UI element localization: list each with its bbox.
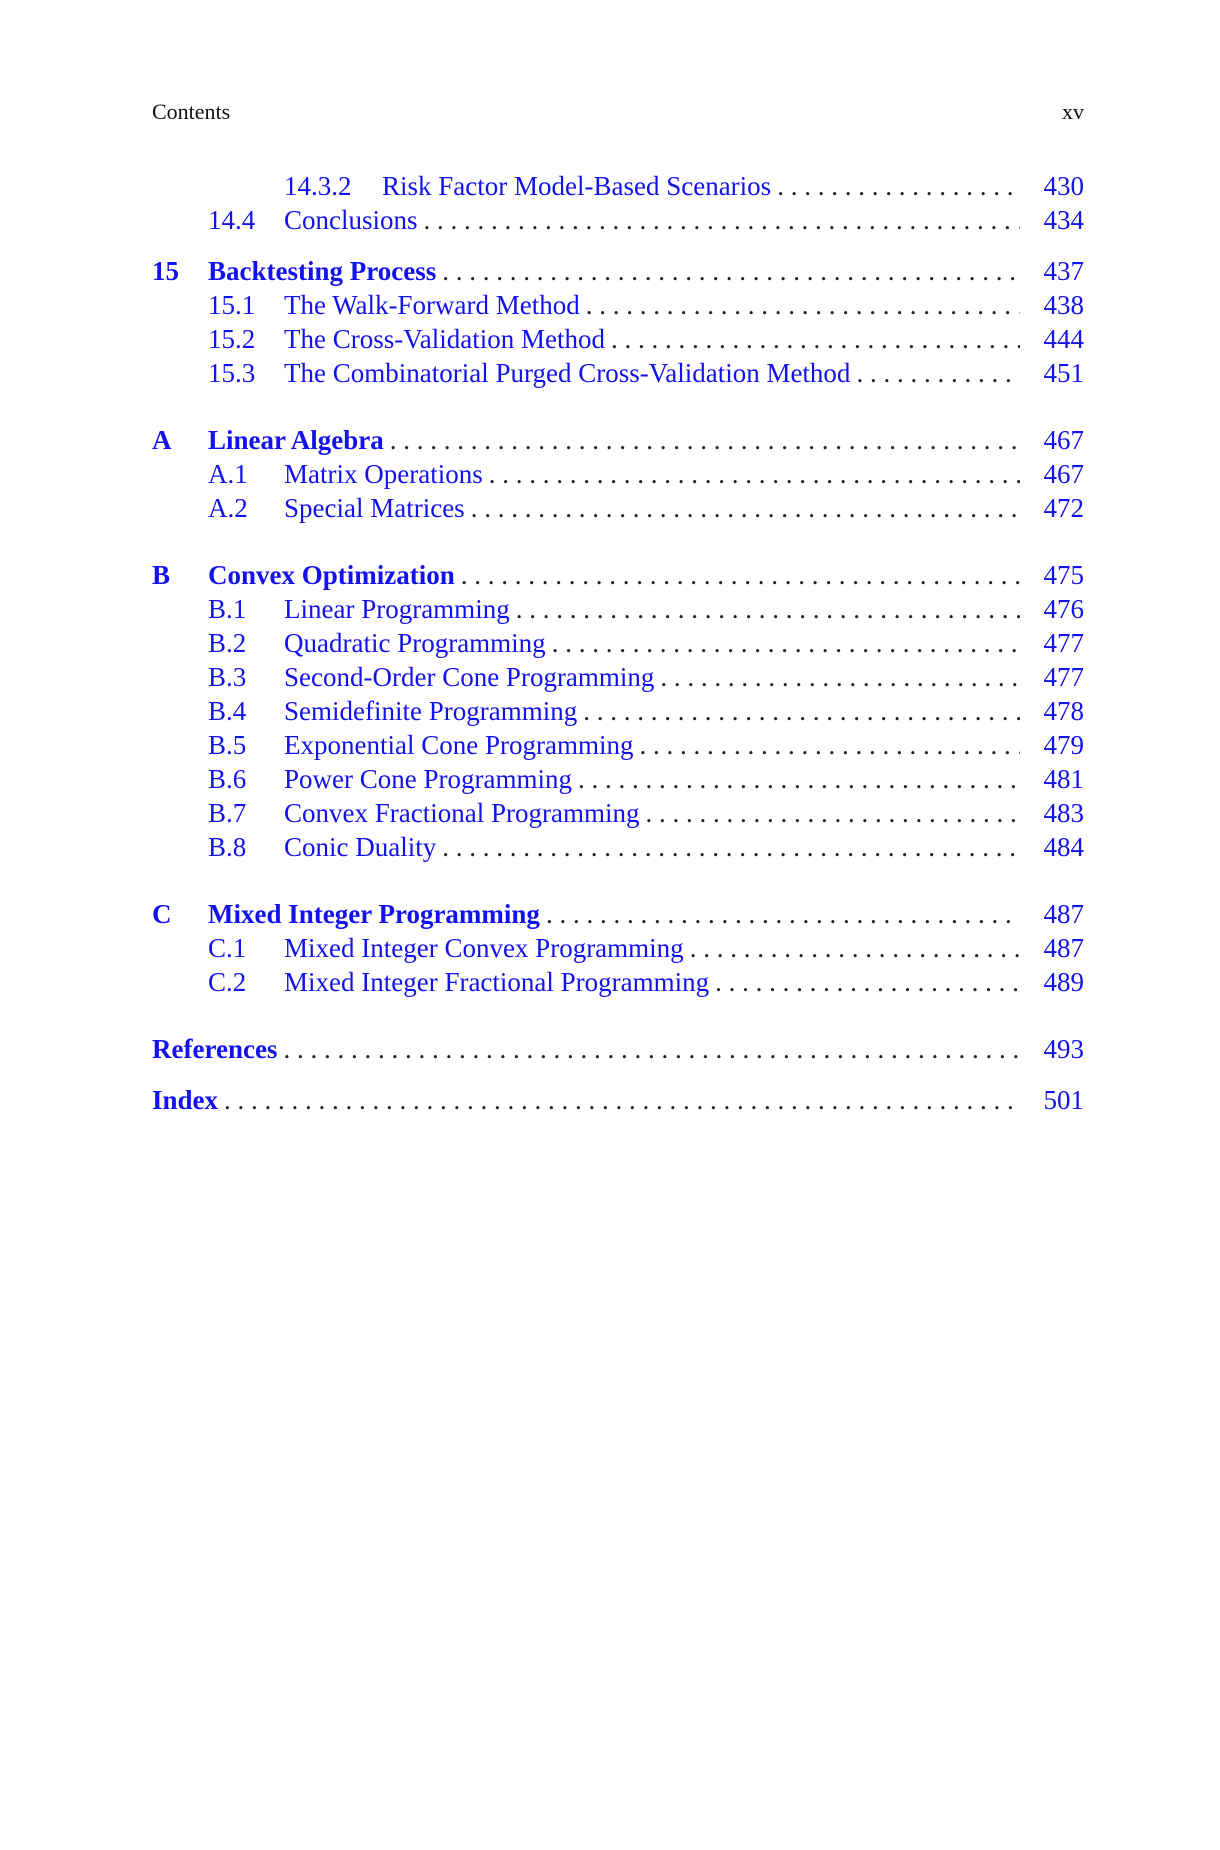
toc-entry-title-link[interactable]: Matrix Operations xyxy=(284,457,489,491)
toc-entry-title-link[interactable]: Mixed Integer Convex Programming xyxy=(284,931,690,965)
toc-entry-leader xyxy=(284,322,1020,356)
toc-section-entry[interactable] xyxy=(152,491,1084,525)
toc-section-entry[interactable] xyxy=(152,762,1084,796)
toc-section-entry[interactable] xyxy=(152,965,1084,999)
toc-dot-leaders xyxy=(489,457,1020,491)
toc-entry-title-link[interactable]: Power Cone Programming xyxy=(284,762,578,796)
toc-entry-title-link[interactable]: The Cross-Validation Method xyxy=(284,322,611,356)
toc-section-entry[interactable] xyxy=(152,457,1084,491)
running-header-title: Contents xyxy=(152,99,231,124)
toc-entry-title-link[interactable]: The Walk-Forward Method xyxy=(284,288,586,322)
toc-entry-page-link[interactable]: 467 xyxy=(1043,459,1084,489)
toc-dot-leaders xyxy=(390,423,1020,457)
toc-section-entry[interactable] xyxy=(152,169,1084,203)
toc-entry-number: B.5 xyxy=(208,730,247,760)
toc-entry-page-link[interactable]: 487 xyxy=(1043,899,1084,929)
toc-entry-number: A xyxy=(152,425,172,455)
toc-spacer xyxy=(152,999,1084,1032)
toc-spacer xyxy=(152,1066,1084,1083)
toc-entry-number: B.1 xyxy=(208,594,247,624)
toc-entry-page-link[interactable]: 438 xyxy=(1043,290,1084,320)
toc-chapter-entry[interactable] xyxy=(152,558,1084,592)
toc-entry-page-link[interactable]: 430 xyxy=(1043,171,1084,201)
toc-entry-title-link[interactable]: Risk Factor Model-Based Scenarios xyxy=(382,169,777,203)
toc-entry-page-link[interactable]: 484 xyxy=(1043,832,1084,862)
toc-entry-title-link[interactable]: Convex Fractional Programming xyxy=(284,796,645,830)
toc-dot-leaders xyxy=(856,356,1020,390)
toc-dot-leaders xyxy=(660,660,1020,694)
toc-entry-leader xyxy=(152,1083,1020,1117)
toc-entry-title-link[interactable]: Index xyxy=(152,1083,224,1117)
toc-entry-page-link[interactable]: 487 xyxy=(1043,933,1084,963)
toc-entry-page-link[interactable]: 451 xyxy=(1043,358,1084,388)
toc-entry-title-link[interactable]: Semidefinite Programming xyxy=(284,694,583,728)
toc-entry-leader xyxy=(284,288,1020,322)
toc-entry-title-link[interactable]: References xyxy=(152,1032,283,1066)
toc-dot-leaders xyxy=(578,762,1020,796)
toc-dot-leaders xyxy=(586,288,1020,322)
toc-entry-leader xyxy=(284,592,1020,626)
toc-chapter-entry[interactable] xyxy=(152,254,1084,288)
toc-entry-number: C.1 xyxy=(208,933,247,963)
toc-section-entry[interactable] xyxy=(152,322,1084,356)
toc-entry-leader xyxy=(382,169,1020,203)
toc-entry-leader xyxy=(284,762,1020,796)
toc-dot-leaders xyxy=(583,694,1020,728)
toc-dot-leaders xyxy=(442,254,1020,288)
toc-entry-number: B.4 xyxy=(208,696,247,726)
toc-section-entry[interactable] xyxy=(152,626,1084,660)
toc-chapter-entry[interactable] xyxy=(152,423,1084,457)
toc-entry-title-link[interactable]: Quadratic Programming xyxy=(284,626,552,660)
toc-dot-leaders xyxy=(552,626,1020,660)
toc-chapter-entry[interactable] xyxy=(152,1032,1084,1066)
toc-section-entry[interactable] xyxy=(152,931,1084,965)
toc-entry-number: C xyxy=(152,899,172,929)
toc-dot-leaders xyxy=(611,322,1020,356)
toc-entry-leader xyxy=(284,203,1020,237)
toc-dot-leaders xyxy=(639,728,1020,762)
toc-spacer xyxy=(152,525,1084,558)
toc-entry-number: B.7 xyxy=(208,798,247,828)
toc-entry-page-link[interactable]: 444 xyxy=(1043,324,1084,354)
toc-entry-leader xyxy=(208,423,1020,457)
toc-entry-leader xyxy=(208,254,1020,288)
table-of-contents xyxy=(152,169,1084,1117)
toc-section-entry[interactable] xyxy=(152,830,1084,864)
toc-dot-leaders xyxy=(471,491,1020,525)
toc-section-entry[interactable] xyxy=(152,728,1084,762)
toc-entry-number: 14.3.2 xyxy=(284,171,352,201)
toc-section-entry[interactable] xyxy=(152,288,1084,322)
toc-dot-leaders xyxy=(461,558,1020,592)
toc-entry-title-link[interactable]: Linear Programming xyxy=(284,592,516,626)
toc-entry-page-link[interactable]: 475 xyxy=(1043,560,1084,590)
toc-dot-leaders xyxy=(645,796,1020,830)
toc-section-entry[interactable] xyxy=(152,592,1084,626)
toc-entry-number: B xyxy=(152,560,171,590)
toc-entry-number: B.2 xyxy=(208,628,247,658)
toc-entry-page-link[interactable]: 483 xyxy=(1043,798,1084,828)
toc-entry-leader xyxy=(284,796,1020,830)
toc-entry-title-link[interactable]: Second-Order Cone Programming xyxy=(284,660,660,694)
toc-entry-page-link[interactable]: 478 xyxy=(1043,696,1084,726)
toc-section-entry[interactable] xyxy=(152,660,1084,694)
toc-dot-leaders xyxy=(283,1032,1020,1066)
toc-entry-leader xyxy=(284,931,1020,965)
toc-dot-leaders xyxy=(690,931,1020,965)
toc-entry-leader xyxy=(284,830,1020,864)
toc-entry-number: A.2 xyxy=(208,493,248,523)
toc-dot-leaders xyxy=(715,965,1020,999)
toc-entry-number: C.2 xyxy=(208,967,247,997)
toc-entry-number: 15.2 xyxy=(208,324,256,354)
toc-entry-leader xyxy=(284,491,1020,525)
toc-entry-number: A.1 xyxy=(208,459,248,489)
toc-entry-page-link[interactable]: 467 xyxy=(1043,425,1084,455)
toc-entry-leader xyxy=(284,660,1020,694)
toc-entry-page-link[interactable]: 477 xyxy=(1043,628,1084,658)
toc-entry-page-link[interactable]: 493 xyxy=(1043,1034,1084,1064)
toc-entry-title-link[interactable]: Convex Optimization xyxy=(208,558,461,592)
toc-dot-leaders xyxy=(424,203,1020,237)
toc-entry-title-link[interactable]: The Combinatorial Purged Cross-Validation Method xyxy=(284,356,856,390)
toc-entry-page-link[interactable]: 479 xyxy=(1043,730,1084,760)
toc-entry-number: B.6 xyxy=(208,764,247,794)
toc-entry-page-link[interactable]: 437 xyxy=(1043,256,1084,286)
toc-entry-leader xyxy=(284,694,1020,728)
toc-dot-leaders xyxy=(546,897,1020,931)
toc-entry-page-link[interactable]: 472 xyxy=(1043,493,1084,523)
toc-chapter-entry[interactable] xyxy=(152,897,1084,931)
toc-entry-number: 15 xyxy=(152,256,179,286)
toc-entry-page-link[interactable]: 434 xyxy=(1043,205,1084,235)
toc-entry-number: 15.1 xyxy=(208,290,256,320)
toc-entry-number: 14.4 xyxy=(208,205,256,235)
toc-chapter-entry[interactable] xyxy=(152,1083,1084,1117)
toc-entry-title-link[interactable]: Mixed Integer Programming xyxy=(208,897,546,931)
toc-entry-number: B.8 xyxy=(208,832,247,862)
toc-entry-leader xyxy=(208,558,1020,592)
toc-dot-leaders xyxy=(777,169,1020,203)
toc-spacer xyxy=(152,237,1084,254)
toc-spacer xyxy=(152,390,1084,423)
toc-entry-page-link[interactable]: 501 xyxy=(1043,1085,1084,1115)
toc-entry-leader xyxy=(284,356,1020,390)
toc-entry-title-link[interactable]: Backtesting Process xyxy=(208,254,442,288)
toc-entry-page-link[interactable]: 477 xyxy=(1043,662,1084,692)
toc-section-entry[interactable] xyxy=(152,796,1084,830)
toc-entry-title-link[interactable]: Mixed Integer Fractional Programming xyxy=(284,965,715,999)
toc-entry-leader xyxy=(208,897,1020,931)
toc-dot-leaders xyxy=(224,1083,1020,1117)
toc-spacer xyxy=(152,864,1084,897)
toc-entry-leader xyxy=(152,1032,1020,1066)
toc-dot-leaders xyxy=(442,830,1020,864)
toc-entry-leader xyxy=(284,626,1020,660)
toc-entry-leader xyxy=(284,728,1020,762)
toc-section-entry[interactable] xyxy=(152,203,1084,237)
toc-entry-title-link[interactable]: Conclusions xyxy=(284,203,424,237)
toc-section-entry[interactable] xyxy=(152,694,1084,728)
toc-entry-title-link[interactable]: Linear Algebra xyxy=(208,423,390,457)
toc-entry-title-link[interactable]: Special Matrices xyxy=(284,491,471,525)
toc-entry-page-link[interactable]: 476 xyxy=(1043,594,1084,624)
toc-entry-leader xyxy=(284,965,1020,999)
toc-dot-leaders xyxy=(516,592,1020,626)
toc-entry-title-link[interactable]: Exponential Cone Programming xyxy=(284,728,639,762)
toc-entry-number: B.3 xyxy=(208,662,247,692)
toc-entry-page-link[interactable]: 481 xyxy=(1043,764,1084,794)
toc-entry-page-link[interactable]: 489 xyxy=(1043,967,1084,997)
toc-entry-leader xyxy=(284,457,1020,491)
toc-section-entry[interactable] xyxy=(152,356,1084,390)
page-number: xv xyxy=(1062,99,1084,124)
toc-entry-title-link[interactable]: Conic Duality xyxy=(284,830,442,864)
toc-entry-number: 15.3 xyxy=(208,358,256,388)
